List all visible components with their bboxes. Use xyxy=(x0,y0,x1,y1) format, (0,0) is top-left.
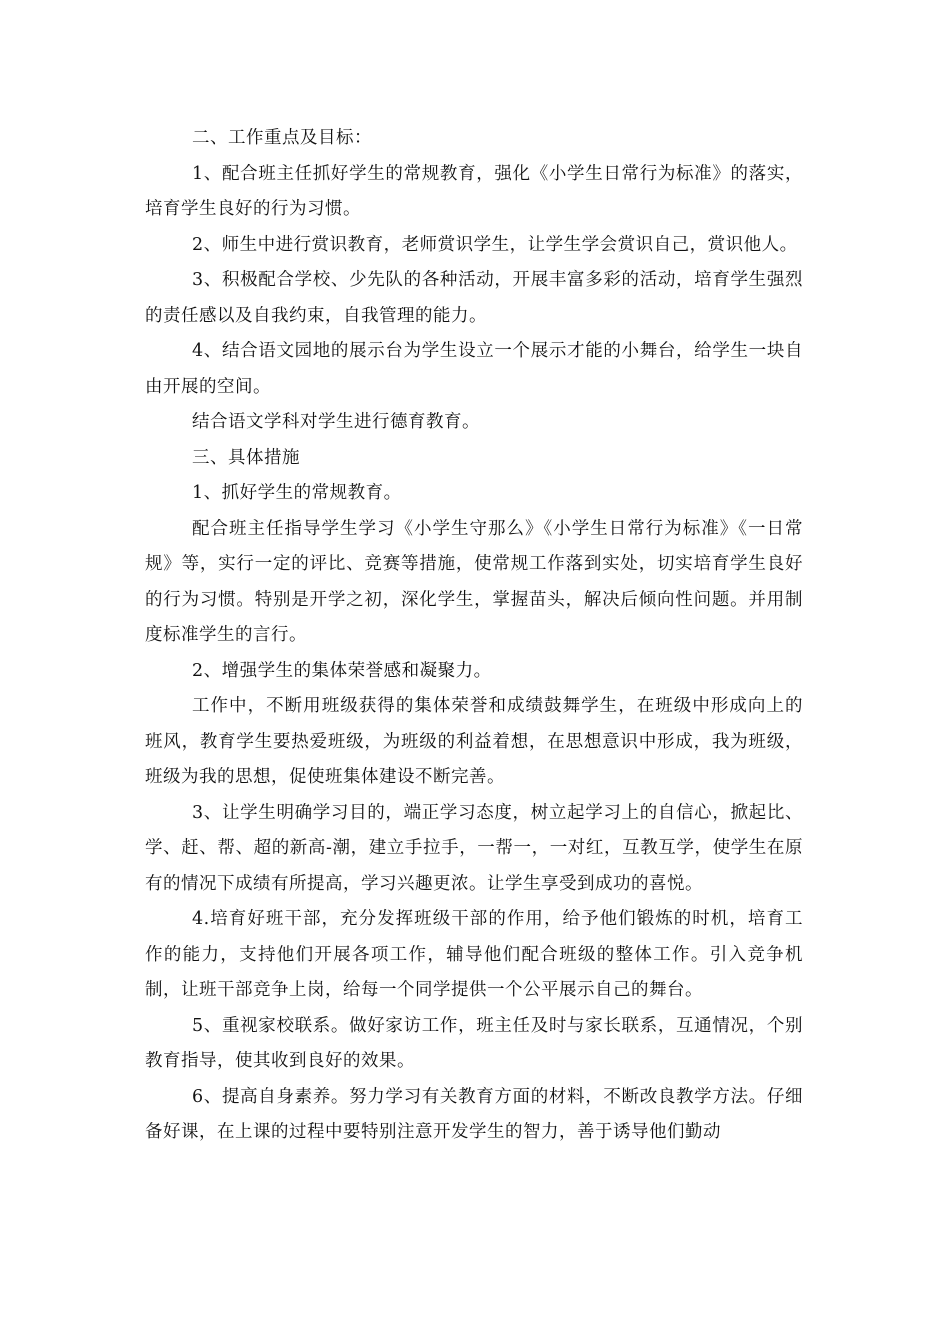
section-heading-measures: 三、具体措施 xyxy=(192,447,300,468)
goal-item-5: 结合语文学科对学生进行德育教育。 xyxy=(192,412,480,432)
goal-item-4: 4、结合语文园地的展示台为学生设立一个展示才能的小舞台，给学生一块自由开展的空间。 xyxy=(145,341,803,397)
goal-item-1: 1、配合班主任抓好学生的常规教育，强化《小学生日常行为标准》的落实，培育学生良好的行为习惯。 xyxy=(145,163,803,219)
measure-heading-1: 1、抓好学生的常规教育。 xyxy=(192,483,402,503)
measure-item-4: 4.培育好班干部，充分发挥班级干部的作用，给予他们锻炼的时机，培育工作的能力，支持他们开展各项工作，辅导他们配合班级的整体工作。引入竞争机制，让班干部竞争上岗，给每一个同学提供一个公平展示自己的舞台。 xyxy=(145,909,803,1000)
section-heading-goals: 二、工作重点及目标： xyxy=(192,128,372,148)
measure-item-5: 5、重视家校联系。做好家访工作，班主任及时与家长联系，互通情况，个别教育指导，使其收到良好的效果。 xyxy=(145,1015,803,1071)
document-body xyxy=(145,121,803,1151)
measure-body-1: 配合班主任指导学生学习《小学生守那么》《小学生日常行为标准》《一日常规》等，实行一定的评比、竞赛等措施，使常规工作落到实处，切实培育学生良好的行为习惯。特别是开学之初，深化学生，掌握苗头，解决后倾向性问题。并用制度标准学生的言行。 xyxy=(145,518,803,645)
measure-item-3: 3、让学生明确学习目的，端正学习态度，树立起学习上的自信心，掀起比、学、赶、帮、超的新高-潮，建立手拉手，一帮一，一对红，互教互学，使学生在原有的情况下成绩有所提高，学习兴趣更浓。让学生享受到成功的喜悦。 xyxy=(145,802,803,894)
goal-item-3: 3、积极配合学校、少先队的各种活动，开展丰富多彩的活动，培育学生强烈的责任感以及自我约束，自我管理的能力。 xyxy=(145,270,803,326)
measure-body-2: 工作中，不断用班级获得的集体荣誉和成绩鼓舞学生，在班级中形成向上的班风，教育学生要热爱班级，为班级的利益着想，在思想意识中形成，我为班级，班级为我的思想，促使班集体建设不断完善。 xyxy=(145,696,803,787)
measure-item-6: 6、提高自身素养。努力学习有关教育方面的材料，不断改良教学方法。仔细备好课，在上课的过程中要特别注意开发学生的智力，善于诱导他们勤动 xyxy=(145,1086,803,1142)
goal-item-2: 2、师生中进行赏识教育，老师赏识学生，让学生学会赏识自己，赏识他人。 xyxy=(192,234,798,255)
measure-heading-2: 2、增强学生的集体荣誉感和凝聚力。 xyxy=(192,660,492,681)
